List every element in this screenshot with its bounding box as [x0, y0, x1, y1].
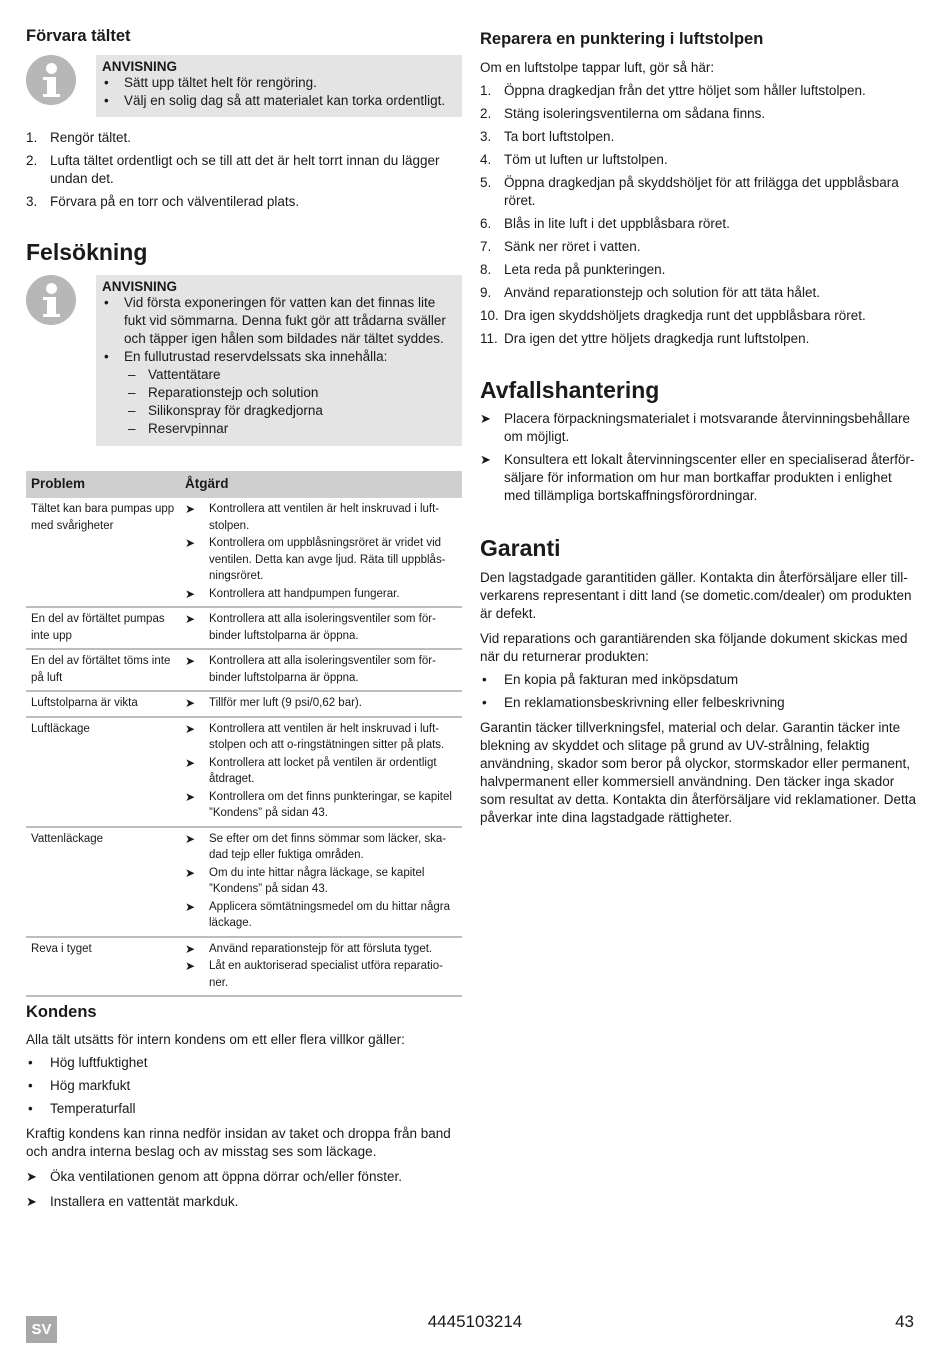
table-cell-problem: Luftläckage [26, 717, 180, 827]
table-row [26, 649, 462, 691]
table-cell-actions [180, 827, 462, 937]
warranty-paragraph: Den lagstadgade garantitiden gäller. Kontakta din återförsäljare eller tillverkarens representant i ditt land (se dometic.com/dealer) om produkten är defekt. [480, 570, 912, 621]
condensation-intro: Alla tält utsätts för intern kondens om ett eller flera villkor gäller: [26, 1032, 405, 1047]
store-note [26, 55, 446, 108]
action-item: ➤ Installera en vattentät markduk. [26, 1193, 456, 1211]
table-cell-problem: Vattenläckage [26, 827, 180, 937]
list-item: ➤ Placera förpackningsmaterialet i motsvarande återvinningsbehållare om möjligt. [480, 410, 916, 446]
list-item: 2. Stäng isoleringsventilerna om sådana finns. [480, 106, 766, 121]
table-cell-actions [180, 937, 462, 997]
action-item: ➤ Applicera sömtätningsmedel om du hittar några läckage. [185, 899, 457, 932]
list-item: 9. Använd reparationstejp och solution för att täta hålet. [480, 285, 820, 300]
action-item: ➤ Kontrollera att locket på ventilen är ordentligt åtdraget. [185, 755, 457, 788]
list-item: 1. Rengör tältet. [26, 130, 132, 145]
warranty-title: Garanti [480, 535, 561, 561]
warranty-list [480, 671, 916, 717]
action-item: ➤ Öka ventilationen genom att öppna dörrar och/eller fönster. [26, 1168, 456, 1186]
table-header-problem: Problem [26, 471, 180, 498]
table-cell-actions [180, 649, 462, 691]
disposal-title: Avfallshantering [480, 377, 660, 403]
action-item: ➤ Kontrollera att alla isoleringsventiler som förbinder luftstolparna är öppna. [185, 611, 457, 644]
document-number: 4445103214 [427, 1312, 523, 1331]
store-note-box [96, 55, 462, 117]
note-title: ANVISNING [102, 59, 178, 74]
action-item: ➤ Kontrollera att handpumpen fungerar. [185, 586, 457, 603]
trouble-note-box [96, 275, 462, 446]
action-item: ➤ Om du inte hittar några läckage, se kapitel ”Kondens” på sidan 43. [185, 865, 457, 898]
note-subitem: – Silikonspray för dragkedjorna [102, 402, 456, 420]
repair-steps [480, 82, 912, 353]
note-item: • En fullutrustad reservdelssats ska innehålla: [102, 348, 456, 366]
action-item: ➤ Kontrollera om det finns punkteringar, se kapitel ”Kondens” på sidan 43. [185, 789, 457, 822]
note-item: • Sätt upp tältet helt för rengöring. [102, 74, 456, 92]
list-item: ➤ Konsultera ett lokalt återvinningscenter eller en specialiserad återförsäljare för information om hur man bortkaffar produkten i enlighet med tillämpliga bortskaffningsförordningar. [480, 451, 916, 505]
condensation-actions [26, 1168, 456, 1216]
table-header-action: Åtgärd [180, 471, 462, 498]
info-icon [26, 55, 76, 105]
trouble-title: Felsökning [26, 239, 148, 265]
note-subitem: – Reparationstejp och solution [102, 384, 456, 402]
list-item: 8. Leta reda på punkteringen. [480, 262, 666, 277]
action-item: ➤ Kontrollera att ventilen är helt inskruvad i luftstolpen. [185, 501, 457, 534]
language-badge: SV [26, 1316, 57, 1343]
table-cell-problem: En del av förtältet pumpas inte upp [26, 607, 180, 649]
warranty-paragraph: Garantin täcker tillverkningsfel, material och delar. Garantin täcker inte blekning av skyddet och slitage på grund av UV-strålning, felaktig användning, skador som beror på olyckor, stormskador eller permanent, halvpermanent eller kommersiell användning. Den täcker inga skador som resultat av detta. Kontakta din återförsäljare vid reklamationer. Detta påverkar inte dina lagstadgade rättigheter. [480, 720, 916, 825]
table-cell-problem: En del av förtältet töms inte på luft [26, 649, 180, 691]
list-item: • En reklamationsbeskrivning eller felbeskrivning [480, 694, 916, 712]
action-item: ➤ Använd reparationstejp för att försluta tyget. [185, 941, 457, 958]
list-item: • Temperaturfall [26, 1100, 456, 1118]
condensation-title: Kondens [26, 1003, 97, 1021]
warranty-paragraph: Vid reparations och garantiärenden ska följande dokument skickas med när du returnerar produkten: [480, 631, 908, 664]
table-row [26, 717, 462, 827]
table-cell-actions [180, 691, 462, 717]
repair-title: Reparera en punktering i luftstolpen [480, 30, 764, 48]
list-item: • Hög luftfuktighet [26, 1054, 456, 1072]
table-row [26, 498, 462, 607]
list-item: 5. Öppna dragkedjan på skyddshöljet för att frilägga det uppblåsbara röret. [480, 175, 899, 208]
list-item: 2. Lufta tältet ordentligt och se till att det är helt torrt innan du lägger undan det. [26, 153, 440, 186]
note-subitem: – Reservpinnar [102, 420, 456, 438]
repair-intro: Om en luftstolpe tappar luft, gör så här: [480, 60, 715, 75]
trouble-note [26, 275, 446, 436]
table-cell-problem: Reva i tyget [26, 937, 180, 997]
table-row [26, 827, 462, 937]
troubleshooting-table [26, 471, 462, 997]
table-cell-problem: Luftstolparna är vikta [26, 691, 180, 717]
note-item: • Välj en solig dag så att materialet kan torka ordentligt. [102, 92, 456, 110]
table-row [26, 691, 462, 717]
store-steps [26, 129, 446, 216]
action-item: ➤ Kontrollera om uppblåsningsröret är vridet vid ventilen. Detta kan avge ljud. Räta till uppblåsningsröret. [185, 535, 457, 585]
list-item: 3. Ta bort luftstolpen. [480, 129, 615, 144]
list-item: 10. Dra igen skyddshöljets dragkedja runt det uppblåsbara röret. [480, 308, 866, 323]
action-item: ➤ Kontrollera att alla isoleringsventiler som förbinder luftstolparna är öppna. [185, 653, 457, 686]
store-title: Förvara tältet [26, 27, 131, 45]
list-item: 3. Förvara på en torr och välventilerad plats. [26, 194, 300, 209]
list-item: • Hög markfukt [26, 1077, 456, 1095]
table-row [26, 937, 462, 997]
list-item: 6. Blås in lite luft i det uppblåsbara röret. [480, 216, 730, 231]
note-title: ANVISNING [102, 279, 178, 294]
condensation-list [26, 1054, 456, 1123]
note-subitem: – Vattentätare [102, 366, 456, 384]
action-item: ➤ Tillför mer luft (9 psi/0,62 bar). [185, 695, 457, 712]
table-row [26, 607, 462, 649]
disposal-list [480, 410, 916, 510]
list-item: • En kopia på fakturan med inköpsdatum [480, 671, 916, 689]
info-icon [26, 275, 76, 325]
table-cell-actions [180, 717, 462, 827]
condensation-text: Kraftig kondens kan rinna nedför insidan av taket och droppa från band och andra interna beslag och av misstag ses som läckage. [26, 1126, 451, 1159]
action-item: ➤ Kontrollera att ventilen är helt inskruvad i luftstolpen och att o-ringstätningen sitter på plats. [185, 721, 457, 754]
note-item: • Vid första exponeringen för vatten kan det finnas lite fukt vid sömmarna. Denna fukt gör att trådarna sväller och täpper igen hålen som bildades när tältet syddes. [102, 294, 456, 348]
list-item: 1. Öppna dragkedjan från det yttre höljet som håller luftstolpen. [480, 83, 866, 98]
table-cell-actions [180, 607, 462, 649]
table-cell-problem: Tältet kan bara pumpas upp med svårigheter [26, 498, 180, 607]
action-item: ➤ Låt en auktoriserad specialist utföra reparationer. [185, 958, 457, 991]
list-item: 11. Dra igen det yttre höljets dragkedja runt luftstolpen. [480, 331, 810, 346]
action-item: ➤ Se efter om det finns sömmar som läcker, skadad tejp eller fuktiga områden. [185, 831, 457, 864]
page-number: 43 [895, 1312, 914, 1331]
list-item: 4. Töm ut luften ur luftstolpen. [480, 152, 668, 167]
list-item: 7. Sänk ner röret i vatten. [480, 239, 641, 254]
table-cell-actions [180, 498, 462, 607]
